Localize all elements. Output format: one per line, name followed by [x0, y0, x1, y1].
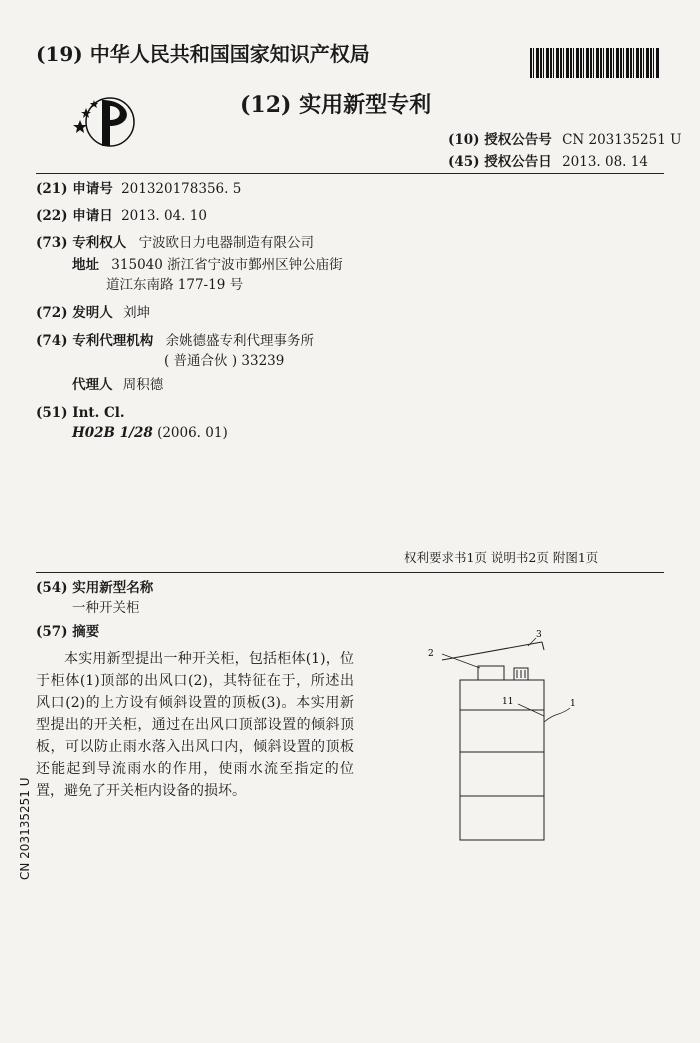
abstract-label-row [36, 623, 99, 641]
app-number-label: (21) 申请号 [36, 181, 113, 197]
agent-row [36, 376, 163, 394]
pub-date-label: (45) 授权公告日 [448, 154, 552, 170]
title-label-row [36, 579, 153, 597]
agency-label: (74) 专利代理机构 [36, 333, 154, 349]
ipc-code: H02B 1/28 [72, 425, 153, 441]
pub-number-row [448, 128, 681, 148]
abstract-text: 本实用新型提出一种开关柜，包括柜体(1)，位于柜体(1)顶部的出风口(2)，其特征在于，所述出风口(2)的上方设有倾斜设置的顶板(3)。本实用新型提出的开关柜，通过在出风口顶部设置的倾斜顶板，可以防止雨水落入出风口内，倾斜设置的顶板还能起到导流雨水的作用，使雨水流至指定的位置，避免了开关柜内设备的损坏。 [36, 651, 354, 799]
address-line1: 315040 浙江省宁波市鄞州区钟公庙街 [111, 257, 343, 273]
patentee-row [36, 234, 314, 252]
pub-date-row [448, 150, 648, 170]
barcode [530, 48, 660, 78]
header-rule [36, 173, 664, 174]
drawing-label-3: 3 [536, 630, 542, 640]
pages-info: 权利要求书1页 说明书2页 附图1页 [404, 550, 599, 565]
app-number: 201320178356. 5 [121, 181, 242, 197]
pub-number: CN 203135251 U [562, 132, 682, 148]
abstract-label: (57) 摘要 [36, 624, 100, 640]
agency-line1: 余姚德盛专利代理事务所 [165, 333, 315, 349]
drawing-label-11: 11 [502, 697, 514, 707]
address-line2: 道江东南路 177-19 号 [106, 277, 244, 293]
office-name: (19) 中华人民共和国国家知识产权局 [36, 42, 370, 66]
patentee: 宁波欧日力电器制造有限公司 [138, 235, 315, 251]
address-label: 地址 [72, 257, 99, 273]
pub-date: 2013. 08. 14 [562, 154, 648, 170]
utility-model-title: 一种开关柜 [72, 600, 140, 616]
drawing-label-1: 1 [570, 699, 576, 709]
cnipa-logo [72, 90, 142, 152]
title-label: (54) 实用新型名称 [36, 580, 154, 596]
agency-line2: ( 普通合伙 ) 33239 [164, 353, 285, 369]
ipc-version: (2006. 01) [157, 425, 228, 441]
agency-row [36, 332, 314, 350]
drawing-label-2: 2 [428, 649, 434, 659]
patentee-label: (73) 专利权人 [36, 235, 127, 251]
pub-number-label: (10) 授权公告号 [448, 132, 552, 148]
ipc-label-row [36, 404, 125, 422]
agent-label: 代理人 [72, 377, 113, 393]
cabinet-drawing [420, 630, 580, 850]
app-number-row [36, 180, 241, 198]
ipc-row [72, 424, 228, 442]
document-type: (12) 实用新型专利 [240, 92, 432, 118]
filing-date: 2013. 04. 10 [121, 208, 207, 224]
filing-date-row [36, 207, 207, 225]
inventor-row [36, 304, 150, 322]
abstract-body [36, 648, 354, 802]
filing-date-label: (22) 申请日 [36, 208, 113, 224]
address-row [36, 256, 343, 274]
ipc-label: (51) Int. Cl. [36, 405, 125, 421]
agent: 周积德 [122, 377, 164, 393]
inventor: 刘坤 [123, 305, 151, 321]
inventor-label: (72) 发明人 [36, 305, 113, 321]
side-pub-code: CN 203135251 U [18, 777, 32, 880]
pages-rule [36, 572, 664, 573]
